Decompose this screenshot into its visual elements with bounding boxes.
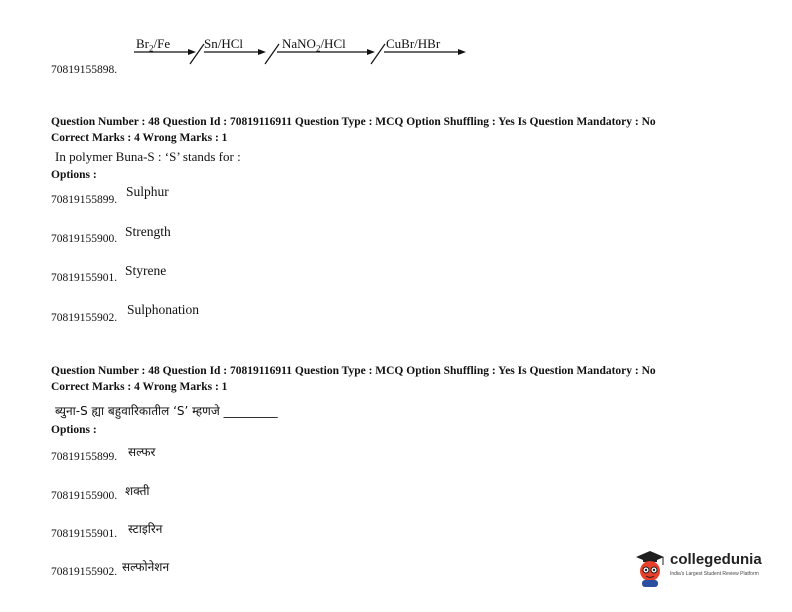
reagent-4: CuBr/HBr [386,36,441,51]
option-text: सल्फर [128,445,156,459]
question-text: ब्युना-S ह्या बहुवारिकातील ‘S’ म्हणजे _________ [55,404,278,418]
option-text: Styrene [125,263,167,278]
option-text: स्टाइरिन [128,522,163,536]
collegedunia-logo[interactable] [632,549,762,589]
reagent-2: Sn/HCl [204,36,244,51]
logo-tagline: India's Largest Student Review Platform [670,571,759,577]
question-meta-line1: Question Number : 48 Question Id : 70819116911 Question Type : MCQ Option Shuffling : Yes Is Question Mandatory : No [51,116,656,128]
option-id: 70819155901. [51,272,118,284]
reaction-scheme [134,30,474,70]
question-meta-line1: Question Number : 48 Question Id : 70819116911 Question Type : MCQ Option Shuffling : Yes Is Question Mandatory : No [51,365,656,377]
option-text: Strength [125,224,171,239]
question-meta [51,114,656,146]
options-label: Options : [51,169,97,181]
prev-option-id: 70819155898. [51,64,118,76]
option-text: शक्ती [125,484,150,498]
option-text: Sulphur [126,184,169,199]
question-meta-line2: Correct Marks : 4 Wrong Marks : 1 [51,132,228,144]
mascot-icon [632,549,668,587]
question-meta [51,363,656,395]
option-id: 70819155900. [51,490,118,502]
logo-wordmark: collegedunia [670,551,762,568]
options-label: Options : [51,424,97,436]
option-id: 70819155902. [51,566,118,578]
option-id: 70819155899. [51,451,118,463]
option-text: Sulphonation [127,302,200,317]
option-id: 70819155902. [51,312,118,324]
question-text: In polymer Buna-S : ‘S’ stands for : [55,149,241,164]
reagent-3: NaNO$_2$/HCl [282,36,346,54]
option-text: सल्फोनेशन [122,560,170,574]
option-id: 70819155899. [51,194,118,206]
option-id: 70819155900. [51,233,118,245]
option-id: 70819155901. [51,528,118,540]
reagent-1: $Br_2/Fe$ [136,36,171,54]
question-meta-line2: Correct Marks : 4 Wrong Marks : 1 [51,381,228,393]
